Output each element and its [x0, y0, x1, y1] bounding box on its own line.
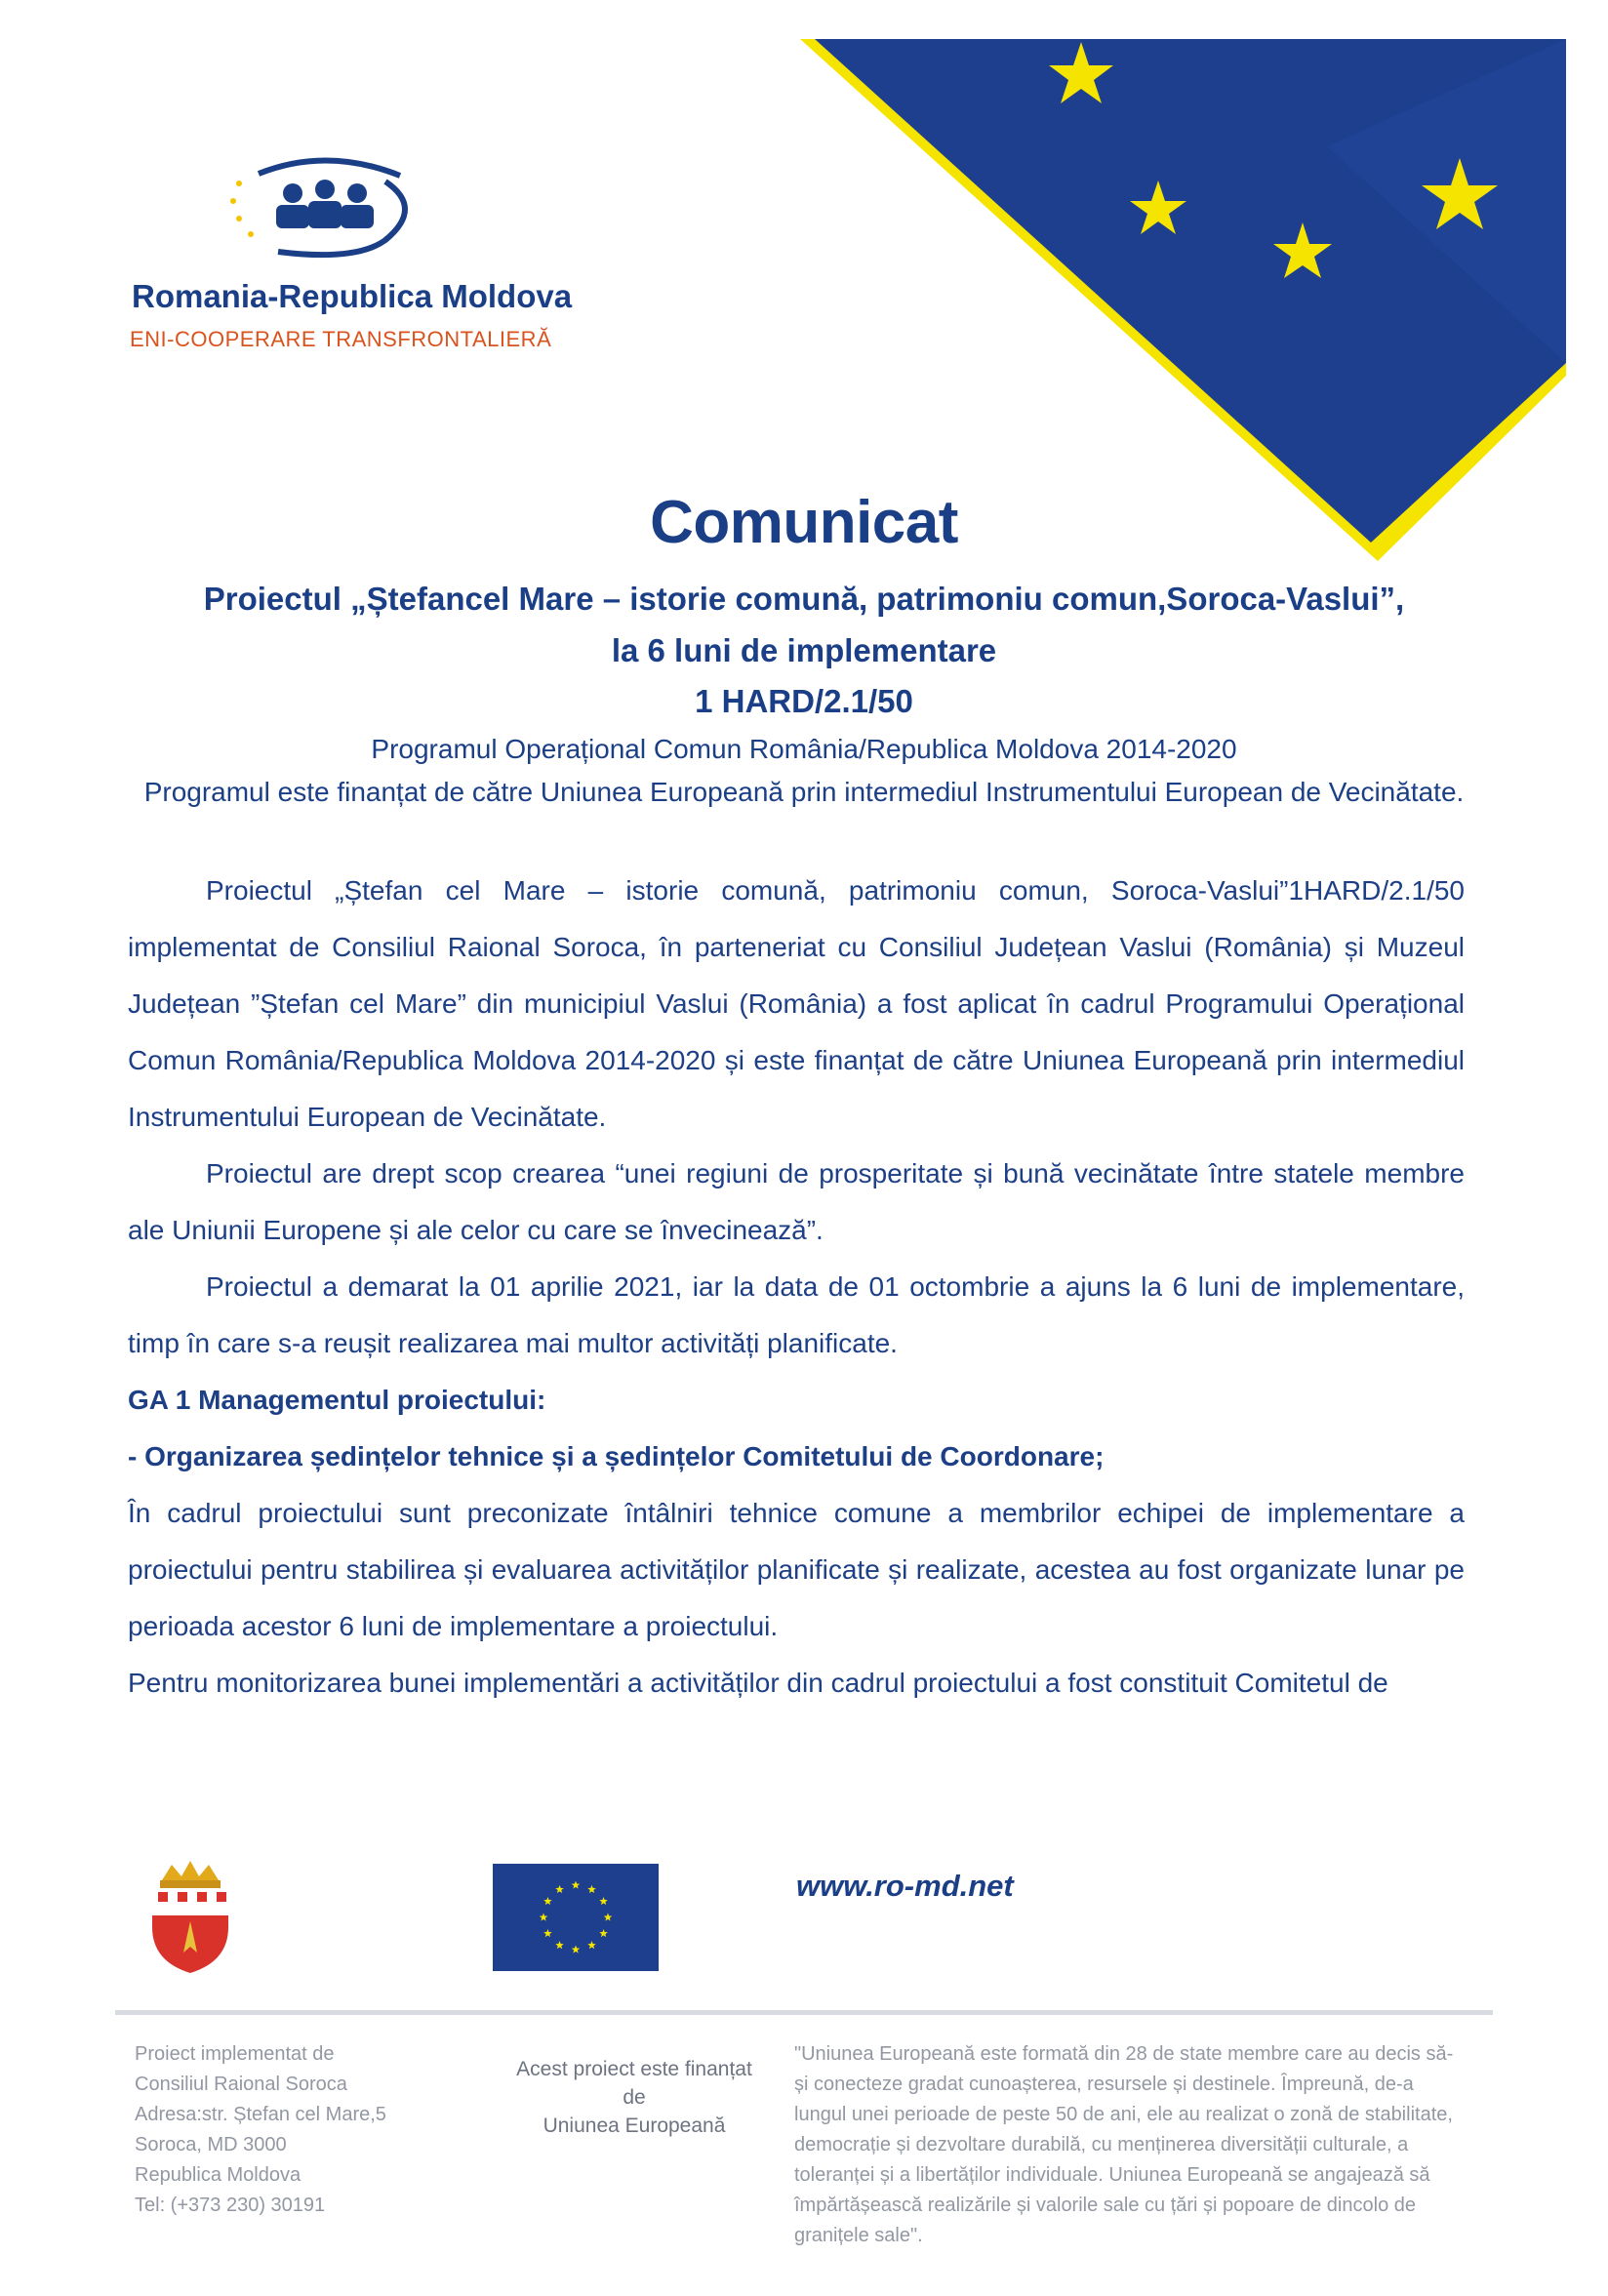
footer-funding-line: Uniunea Europeană — [543, 2115, 726, 2137]
footer-contact-line: Consiliul Raional Soroca — [135, 2074, 347, 2095]
footer-funding — [488, 2055, 781, 2140]
website-link[interactable]: www.ro-md.net — [796, 1869, 1014, 1903]
footer-eu-line: democrație și dezvoltare durabilă, cu menținerea diversității culturale, a — [794, 2134, 1409, 2155]
project-code: 1 HARD/2.1/50 — [695, 683, 913, 719]
footer-funding-line: de — [623, 2086, 646, 2109]
footer-contact-line: Tel: (+373 230) 30191 — [135, 2195, 326, 2216]
footer-eu-statement — [794, 2039, 1477, 2251]
subtitle-line-2: la 6 luni de implementare — [611, 632, 997, 668]
page-title: Comunicat — [650, 489, 958, 556]
footer-contact-line: Soroca, MD 3000 — [135, 2134, 287, 2155]
paragraph-4: În cadrul proiectului sunt preconizate întâlniri tehnice comune a membrilor echipei de implementare a proiectului pentru stabilirea și evaluarea activităților planificate și realizate, acestea au fost organizate lunar pe perioada acestor 6 luni de implementare a proiectului. — [128, 1498, 1465, 1641]
footer-eu-line: și conecteze gradat cunoașterea, resursele și destinele. Împreună, de-a — [794, 2074, 1414, 2095]
footer-contact-line: Proiect implementat de — [135, 2043, 335, 2065]
paragraph-3: Proiectul a demarat la 01 aprilie 2021, iar la data de 01 octombrie a ajuns la 6 luni de implementare, timp în care s-a reușit realizarea mai multor activități planificate. — [128, 1271, 1465, 1358]
footer-eu-line: granițele sale". — [794, 2225, 923, 2246]
subtitle-line-1: Proiectul „Ștefancel Mare – istorie comună, patrimoniu comun,Soroca-Vaslui”, — [203, 581, 1405, 617]
footer-contact-line: Republica Moldova — [135, 2164, 302, 2186]
logo-title: Romania-Republica Moldova — [132, 278, 573, 314]
footer-eu-line: "Uniunea Europeană este formată din 28 de state membre care au decis să- — [794, 2043, 1454, 2065]
program-line-2: Programul este finanțat de către Uniunea Europeană prin intermediul Instrumentului European de Vecinătate. — [143, 777, 1465, 807]
paragraph-1: Proiectul „Ștefan cel Mare – istorie comună, patrimoniu comun, Soroca-Vaslui”1HARD/2.1/50 implementat de Consiliul Raional Soroca, în parteneriat cu Consiliul Județean Vaslui (România) și Muzeul Județean ”Ștefan cel Mare” din municipiul Vaslui (România) a fost aplicat în cadrul Programului Operațional Comun România/Republica Moldova 2014-2020 și este finanțat de către Uniunea Europeană prin intermediul Instrumentului European de Vecinătate. — [128, 875, 1465, 1132]
program-line-1: Programul Operațional Comun România/Republica Moldova 2014-2020 — [371, 734, 1237, 764]
program-logo — [220, 154, 429, 266]
footer-eu-line: toleranței și a libertăților individuale. Uniunea Europeană se angajează să — [794, 2164, 1430, 2186]
footer-contact — [135, 2039, 466, 2221]
footer-eu-line: lungul unei perioade de peste 50 de ani, ele au realizat o zonă de stabilitate, — [794, 2104, 1453, 2125]
section-heading: GA 1 Managementul proiectului: — [128, 1385, 546, 1415]
footer-funding-line: Acest proiect este finanțat — [516, 2058, 752, 2080]
footer-contact-line: Adresa:str. Ștefan cel Mare,5 — [135, 2104, 386, 2125]
footer-divider — [115, 2010, 1493, 2015]
paragraph-5: Pentru monitorizarea bunei implementări a activităților din cadrul proiectului a fost constituit Comitetul de — [128, 1668, 1388, 1698]
soroca-coat-of-arms-icon — [144, 1859, 237, 1976]
footer-eu-line: împărtășească realizările și valorile sale cu țări și popoare de dincolo de — [794, 2195, 1416, 2216]
eu-flag-icon — [493, 1864, 659, 1971]
subsection-heading: - Organizarea ședințelor tehnice și a ședințelor Comitetului de Coordonare; — [128, 1441, 1105, 1471]
document-body — [128, 863, 1465, 1712]
logo-subtitle: ENI-COOPERARE TRANSFRONTALIERĂ — [130, 327, 552, 351]
paragraph-2: Proiectul are drept scop crearea “unei regiuni de prosperitate și bună vecinătate între statele membre ale Uniunii Europene și ale celor cu care se învecinează”. — [128, 1158, 1465, 1245]
